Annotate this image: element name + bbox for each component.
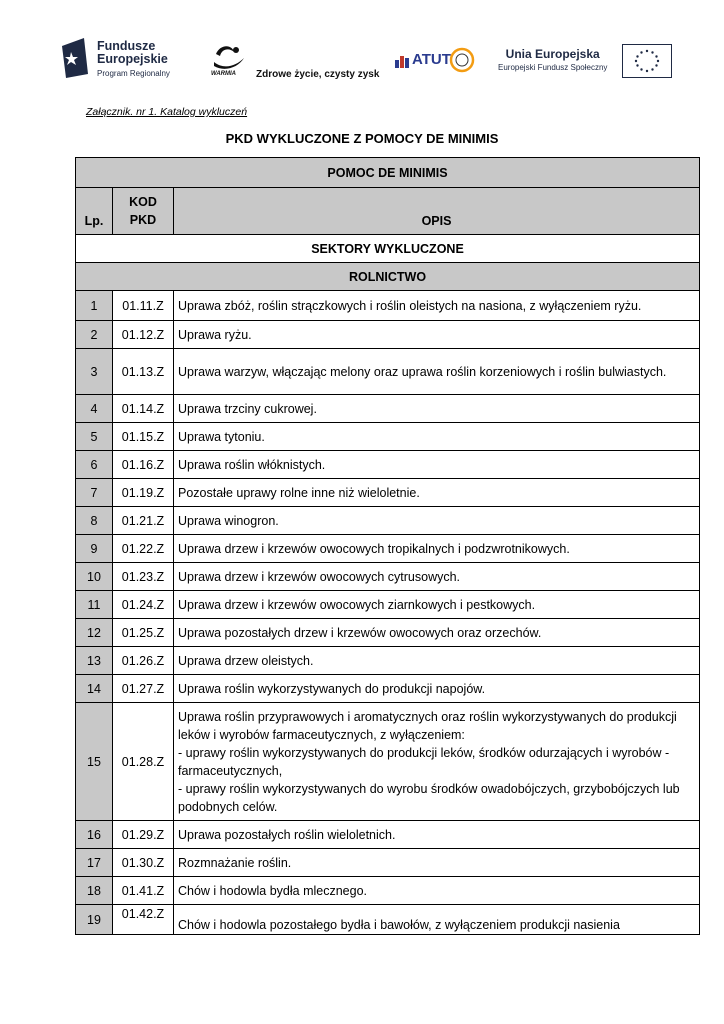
table-row bbox=[76, 395, 700, 423]
row-opis: Uprawa tytoniu. bbox=[174, 423, 700, 451]
section-row bbox=[76, 235, 700, 263]
svg-text:WARMIA: WARMIA bbox=[211, 71, 236, 77]
row-lp: 7 bbox=[76, 479, 113, 507]
table-row bbox=[76, 619, 700, 647]
row-lp: 11 bbox=[76, 591, 113, 619]
row-lp: 2 bbox=[76, 321, 113, 349]
warmia-mazury-logo-icon bbox=[210, 42, 248, 78]
row-opis: Uprawa warzyw, włączając melony oraz uprawa roślin korzeniowych i roślin bulwiastych. bbox=[174, 349, 700, 395]
row-kod-pkd: 01.21.Z bbox=[113, 507, 174, 535]
table-band-row bbox=[76, 158, 700, 188]
row-opis: Uprawa pozostałych roślin wieloletnich. bbox=[174, 821, 700, 849]
row-lp: 13 bbox=[76, 647, 113, 675]
row-lp: 12 bbox=[76, 619, 113, 647]
logo-strip bbox=[0, 34, 724, 86]
row-opis: Rozmnażanie roślin. bbox=[174, 849, 700, 877]
row-opis: Uprawa drzew i krzewów owocowych ziarnkowych i pestkowych. bbox=[174, 591, 700, 619]
row-opis: Uprawa roślin włóknistych. bbox=[174, 451, 700, 479]
subsection-row bbox=[76, 263, 700, 291]
band-title: POMOC DE MINIMIS bbox=[76, 158, 700, 188]
row-kod-pkd: 01.22.Z bbox=[113, 535, 174, 563]
row-lp: 16 bbox=[76, 821, 113, 849]
row-kod-pkd: 01.12.Z bbox=[113, 321, 174, 349]
eu-flag-icon bbox=[622, 44, 672, 78]
warmia-tagline: Zdrowe życie, czysty zysk bbox=[256, 69, 380, 80]
row-kod-pkd: 01.30.Z bbox=[113, 849, 174, 877]
row-kod-pkd: 01.19.Z bbox=[113, 479, 174, 507]
row-kod-pkd: 01.41.Z bbox=[113, 877, 174, 905]
table-row bbox=[76, 591, 700, 619]
row-opis: Uprawa roślin wykorzystywanych do produkcji napojów. bbox=[174, 675, 700, 703]
header-opis: OPIS bbox=[174, 188, 700, 235]
row-lp: 15 bbox=[76, 703, 113, 821]
row-opis: Chów i hodowla bydła mlecznego. bbox=[174, 877, 700, 905]
row-kod-pkd: 01.15.Z bbox=[113, 423, 174, 451]
row-opis: Uprawa trzciny cukrowej. bbox=[174, 395, 700, 423]
row-kod-pkd: 01.25.Z bbox=[113, 619, 174, 647]
row-opis: Uprawa ryżu. bbox=[174, 321, 700, 349]
row-lp: 6 bbox=[76, 451, 113, 479]
row-opis: Chów i hodowla pozostałego bydła i bawołów, z wyłączeniem produkcji nasienia bbox=[174, 905, 700, 935]
subsection-title: ROLNICTWO bbox=[76, 263, 700, 291]
row-kod-pkd: 01.13.Z bbox=[113, 349, 174, 395]
table-row bbox=[76, 349, 700, 395]
row-lp: 9 bbox=[76, 535, 113, 563]
row-kod-pkd: 01.26.Z bbox=[113, 647, 174, 675]
header-kod: KOD PKD bbox=[113, 188, 174, 235]
row-lp: 4 bbox=[76, 395, 113, 423]
page-title: PKD WYKLUCZONE Z POMOCY DE MINIMIS bbox=[225, 131, 499, 146]
row-opis: Uprawa drzew i krzewów owocowych tropikalnych i podzwrotnikowych. bbox=[174, 535, 700, 563]
header-lp: Lp. bbox=[76, 188, 113, 235]
table-row bbox=[76, 675, 700, 703]
row-opis: Uprawa pozostałych drzew i krzewów owocowych oraz orzechów. bbox=[174, 619, 700, 647]
table-row bbox=[76, 563, 700, 591]
table-row bbox=[76, 905, 700, 935]
row-kod-pkd: 01.27.Z bbox=[113, 675, 174, 703]
fundusze-europejskie-text: Fundusze Europejskie Program Regionalny bbox=[97, 39, 170, 78]
exclusion-table bbox=[75, 157, 700, 935]
table-row bbox=[76, 291, 700, 321]
table-row bbox=[76, 479, 700, 507]
table-row bbox=[76, 849, 700, 877]
row-opis: Pozostałe uprawy rolne inne niż wieloletnie. bbox=[174, 479, 700, 507]
unia-europejska-text: Unia Europejska Europejski Fundusz Społeczny bbox=[498, 47, 608, 72]
table-row bbox=[76, 877, 700, 905]
table-row bbox=[76, 821, 700, 849]
row-kod-pkd: 01.11.Z bbox=[113, 291, 174, 321]
row-opis: Uprawa drzew oleistych. bbox=[174, 647, 700, 675]
row-kod-pkd: 01.42.Z bbox=[113, 905, 174, 935]
row-lp: 5 bbox=[76, 423, 113, 451]
atut-logo bbox=[394, 46, 476, 74]
row-lp: 17 bbox=[76, 849, 113, 877]
annex-label: Załącznik. nr 1. Katalog wykluczeń bbox=[86, 106, 248, 118]
fundusze-europejskie-logo-icon bbox=[62, 38, 92, 78]
atut-text: ATUT bbox=[412, 51, 451, 68]
row-lp: 14 bbox=[76, 675, 113, 703]
table-row bbox=[76, 321, 700, 349]
section-title: SEKTORY WYKLUCZONE bbox=[76, 235, 700, 263]
row-lp: 8 bbox=[76, 507, 113, 535]
row-opis: Uprawa drzew i krzewów owocowych cytrusowych. bbox=[174, 563, 700, 591]
table-row bbox=[76, 451, 700, 479]
row-lp: 3 bbox=[76, 349, 113, 395]
row-kod-pkd: 01.14.Z bbox=[113, 395, 174, 423]
row-kod-pkd: 01.24.Z bbox=[113, 591, 174, 619]
row-kod-pkd: 01.16.Z bbox=[113, 451, 174, 479]
table-row bbox=[76, 423, 700, 451]
row-kod-pkd: 01.29.Z bbox=[113, 821, 174, 849]
row-kod-pkd: 01.28.Z bbox=[113, 703, 174, 821]
table-row bbox=[76, 535, 700, 563]
row-kod-pkd: 01.23.Z bbox=[113, 563, 174, 591]
row-lp: 19 bbox=[76, 905, 113, 935]
table-header-row bbox=[76, 188, 700, 235]
row-lp: 1 bbox=[76, 291, 113, 321]
table-row bbox=[76, 703, 700, 821]
row-opis: Uprawa roślin przyprawowych i aromatycznych oraz roślin wykorzystywanych do produkcji leków i wyrobów farmaceutycznych, z wyłączeniem: - uprawy roślin wykorzystywanych do produkcji leków, środków odurzających i wyrobów - farmaceutycznych, - uprawy roślin wykorzystywanych do wyrobu środków owadobójczych, grzybobójczych lub podobnych celów. bbox=[174, 703, 700, 821]
table-row bbox=[76, 507, 700, 535]
row-lp: 10 bbox=[76, 563, 113, 591]
row-opis: Uprawa zbóż, roślin strączkowych i roślin oleistych na nasiona, z wyłączeniem ryżu. bbox=[174, 291, 700, 321]
table-row bbox=[76, 647, 700, 675]
row-lp: 18 bbox=[76, 877, 113, 905]
row-opis: Uprawa winogron. bbox=[174, 507, 700, 535]
